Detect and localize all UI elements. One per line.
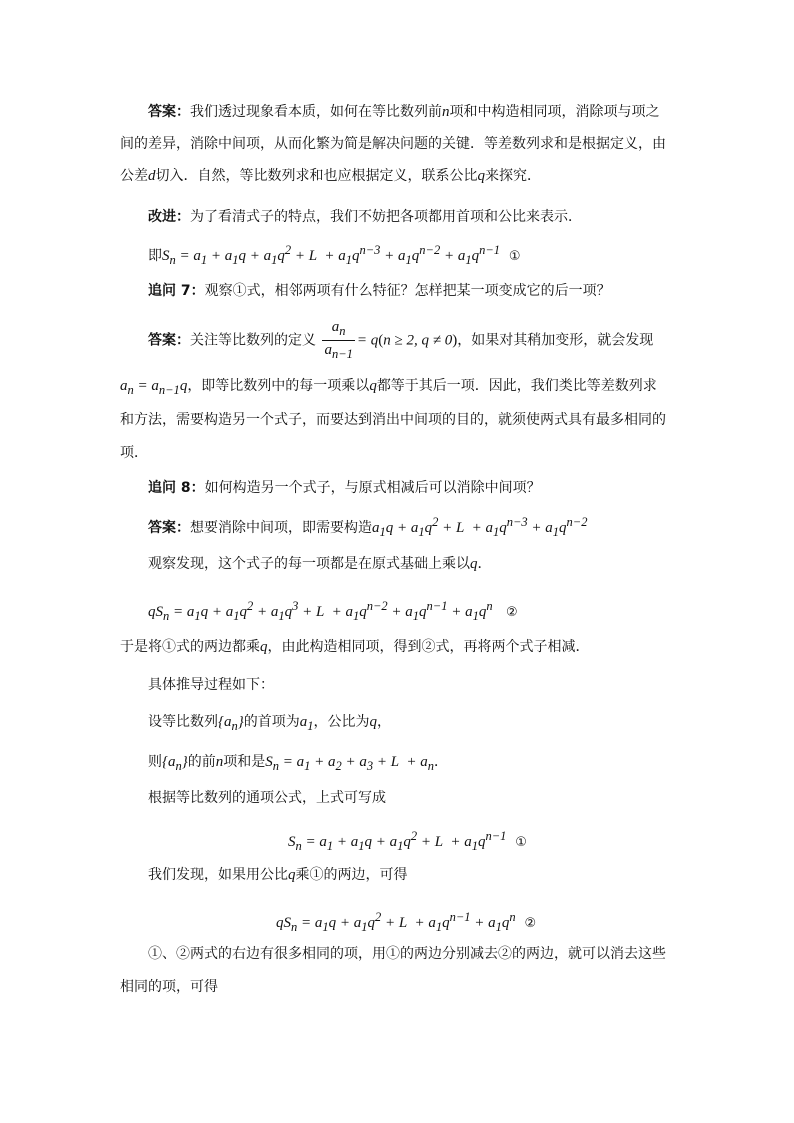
answer-7-line: 答案：关注等比数列的定义 $\frac{a_n}{a_{n-1}}$ = q(n ≥ 2, q ≠ 0)，如果对其稍加变形，就会发现 [148, 319, 654, 361]
equation-3: $S_n = a_1 + a_1q + a_1q^2 + L + a_1q^{n-1}$ [288, 829, 507, 853]
multiply-line: 我们发现，如果用公比q乘①的两边，可得 [148, 867, 408, 883]
ratio-fraction: $\frac{a_n}{a_{n-1}}$ [324, 319, 353, 361]
setup-line: 设等比数列$\{a_n\}$的首项为$a_1$，公比为q， [148, 714, 391, 733]
equation-3-line: $S_n = a_1 + a_1q + a_1q^2 + L + a_1q^{n-1}$ ① [288, 829, 527, 853]
answer-7-line-2: $a_n = a_{n-1}q$，即等比数列中的每一项乘以q都等于其后一项．因此，我们类比等差数列求 [120, 378, 657, 397]
answer-line-3: 公差d切入．自然，等比数列求和也应根据定义，联系公比q来探究． [120, 168, 541, 184]
conclusion-line-1: ①、②两式的右边有很多相同的项，用①的两边分别减去②的两边，就可以消去这些 [148, 946, 666, 962]
question-7-line: 追问 7：观察①式，相邻两项有什么特征？怎样把某一项变成它的后一项？ [148, 283, 611, 299]
question-8-label: 追问 8： [148, 480, 205, 496]
question-8-line: 追问 8：如何构造另一个式子，与原式相减后可以消除中间项？ [148, 480, 541, 496]
conclusion-line-2: 相同的项，可得 [120, 979, 218, 995]
thus-line: 于是将①式的两边都乘q，由此构造相同项，得到②式，再将两个式子相减． [120, 639, 590, 655]
answer-7-line-4: 项． [120, 445, 148, 461]
circled-1: ① [508, 249, 521, 264]
circled-2: ② [505, 605, 518, 620]
answer-label: 答案： [148, 104, 190, 120]
answer-line-2: 间的差异，消除中间项，从而化繁为简是解决问题的关键．等差数列求和是根据定义，由 [120, 136, 666, 152]
answer-7-line-3: 和方法，需要构造另一个式子，而要达到消出中间项的目的，就须使两式具有最多相同的 [120, 412, 666, 428]
equation-1-line: 即$S_n = a_1 + a_1q + a_1q^2 + L + a_1q^{n-3} + a_1q^{n-2} + a_1q^{n-1}$ ① [148, 243, 521, 267]
equation-2: $qS_n = a_1q + a_1q^2 + a_1q^3 + L + a_1q^{n-2} + a_1q^{n-1} + a_1q^n$ [148, 599, 493, 623]
equation-2-line [148, 596, 518, 626]
answer-line-1: 答案：我们透过现象看本质，如何在等比数列前n项和中构造相同项，消除项与项之 [148, 104, 660, 120]
answer-8-line: 答案：想要消除中间项，即需要构造$a_1q + a_1q^2 + L + a_1q^{n-3} + a_1q^{n-2}$ [148, 515, 588, 539]
improve-label: 改进： [148, 209, 190, 225]
question-7-label: 追问 7： [148, 283, 205, 299]
rewrite-line: 根据等比数列的通项公式，上式可写成 [148, 790, 386, 806]
equation-1: $S_n = a_1 + a_1q + a_1q^2 + L + a_1q^{n-3} + a_1q^{n-2} + a_1q^{n-1}$ [162, 243, 501, 267]
observe-line: 观察发现，这个式子的每一项都是在原式基础上乘以q． [148, 556, 492, 572]
equation-4-line: $qS_n = a_1q + a_1q^2 + L + a_1q^{n-1} + a_1q^n$ ② [276, 910, 537, 934]
equation-4: $qS_n = a_1q + a_1q^2 + L + a_1q^{n-1} + a_1q^n$ [276, 910, 516, 934]
sum-definition-line: 则$\{a_n\}$的前n项和是$S_n = a_1 + a_2 + a_3 + L + a_n$． [148, 754, 448, 773]
derivation-heading: 具体推导过程如下： [148, 677, 274, 693]
improve-line: 改进：为了看清式子的特点，我们不妨把各项都用首项和公比来表示． [148, 209, 582, 225]
